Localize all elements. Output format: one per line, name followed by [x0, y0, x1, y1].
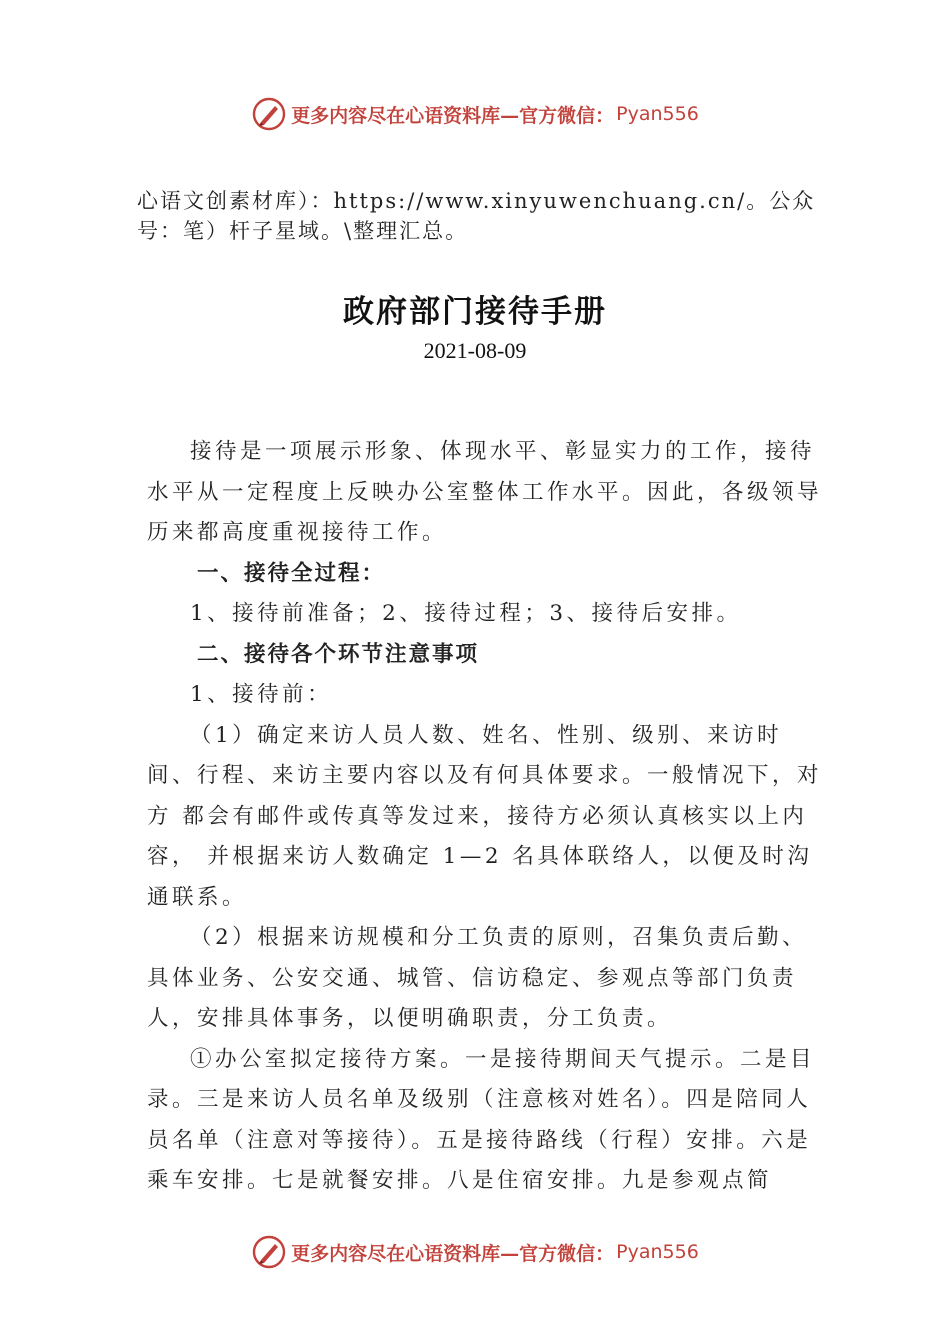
- paragraph-2: （2）根据来访规模和分工负责的原则，召集负责后勤、具体业务、公安交通、城管、信访稳定、参观点等部门负责人，安排具体事务，以便明确职责，分工负责。: [147, 925, 808, 1031]
- section-heading-2: 二、接待各个环节注意事项: [197, 641, 480, 667]
- document-body: [147, 432, 832, 1202]
- paragraph-3: ①办公室拟定接待方案。一是接待期间天气提示。二是目录。三是来访人员名单及级别（注意核对姓名）。四是陪同人员名单（注意对等接待）。五是接待路线（行程）安排。六是乘车安排。七是就餐安排。八是住宿安排。九是参观点简: [147, 1046, 816, 1193]
- source-note-line1: 心语文创素材库）：https://www.xinyuwenchuang.cn/。公众: [137, 189, 816, 213]
- banner-wechat-id: Pyan556: [616, 1241, 699, 1263]
- banner-wechat-id: Pyan556: [616, 103, 699, 125]
- section-heading-1: 一、接待全过程：: [197, 560, 386, 586]
- document-title: 政府部门接待手册: [343, 294, 607, 330]
- banner-text: 更多内容尽在心语资料库—官方微信：: [291, 104, 615, 127]
- intro-paragraph: 接待是一项展示形象、体现水平、彰显实力的工作，接待水平从一定程度上反映办公室整体工作水平。因此，各级领导历来都高度重视接待工作。: [147, 439, 823, 545]
- source-note-line2: 号：笔）杆子星域。\整理汇总。: [137, 219, 469, 243]
- pen-logo-icon: [251, 96, 287, 132]
- pen-logo-icon: [251, 1234, 287, 1270]
- header-banner: [0, 94, 950, 134]
- process-paragraph: 1、接待前准备；2、接待过程；3、接待后安排。: [190, 601, 742, 626]
- banner-text: 更多内容尽在心语资料库—官方微信：: [291, 1242, 615, 1265]
- document-date: 2021-08-09: [423, 338, 527, 363]
- footer-banner: [0, 1232, 950, 1272]
- paragraph-1: （1）确定来访人员人数、姓名、性别、级别、来访时间、行程、来访主要内容以及有何具体要求。一般情况下，对方 都会有邮件或传真等发过来，接待方必须认真核实以上内容， 并根据来访人数确定 1—2 名具体联络人，以便及时沟通联系。: [147, 722, 823, 910]
- subsection-heading: 1、接待前：: [190, 682, 333, 707]
